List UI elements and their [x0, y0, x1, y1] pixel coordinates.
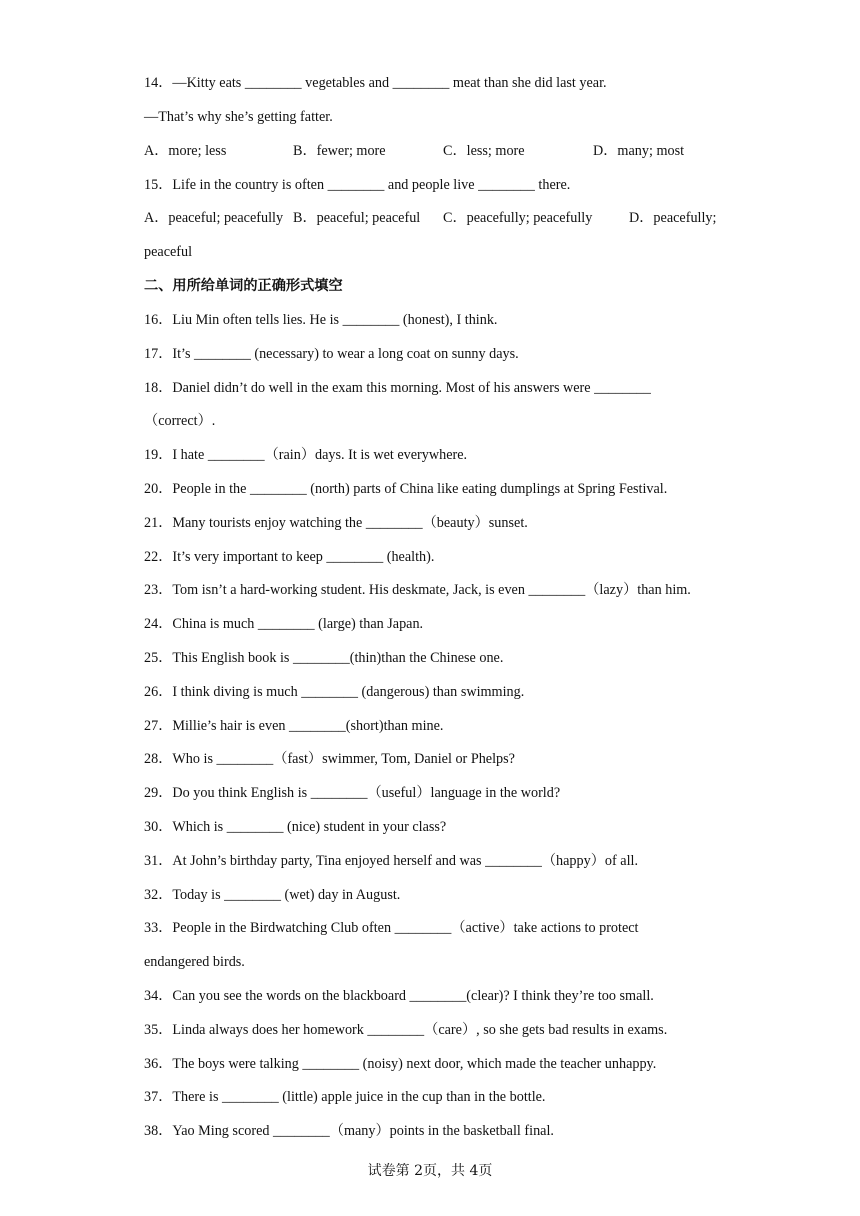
- question-line: 20．People in the ________ (north) parts of China like eating dumplings at Spring Festival.: [144, 481, 668, 497]
- question-line: 31．At John’s birthday party, Tina enjoyed herself and was ________（happy）of all.: [144, 853, 638, 869]
- question-line: 37．There is ________ (little) apple juice in the cup than in the bottle.: [144, 1089, 546, 1105]
- option-d: D．peacefully;: [629, 210, 717, 226]
- option-d: D．many; most: [593, 143, 685, 159]
- question-line: 19．I hate ________（rain）days. It is wet everywhere.: [144, 447, 468, 463]
- question-line: endangered birds.: [144, 954, 245, 970]
- question-line: 33．People in the Birdwatching Club often ________（active）take actions to protect: [144, 920, 639, 936]
- question-14-reply: —That’s why she’s getting fatter.: [144, 109, 333, 125]
- question-15-stem: 15．Life in the country is often ________ and people live ________ there.: [144, 177, 571, 193]
- option-b: B．fewer; more: [293, 143, 386, 159]
- question-line: 16．Liu Min often tells lies. He is ________ (honest), I think.: [144, 312, 498, 328]
- question-line: 18．Daniel didn’t do well in the exam this morning. Most of his answers were ________: [144, 380, 651, 396]
- question-line: 25．This English book is ________(thin)than the Chinese one.: [144, 650, 504, 666]
- question-line: 36．The boys were talking ________ (noisy) next door, which made the teacher unhappy.: [144, 1056, 657, 1072]
- question-line: 35．Linda always does her homework ________（care）, so she gets bad results in exams.: [144, 1022, 668, 1038]
- question-line: 23．Tom isn’t a hard-working student. His deskmate, Jack, is even ________（lazy）than him.: [144, 582, 691, 598]
- question-14-stem: 14．—Kitty eats ________ vegetables and ________ meat than she did last year.: [144, 75, 607, 91]
- question-line: 22．It’s very important to keep ________ (health).: [144, 549, 435, 565]
- question-line: （correct）.: [144, 413, 216, 429]
- question-15-option-d-wrap: peaceful: [144, 244, 193, 260]
- question-15-options: [144, 208, 724, 228]
- question-line: 38．Yao Ming scored ________（many）points in the basketball final.: [144, 1123, 554, 1139]
- question-line: 32．Today is ________ (wet) day in August.: [144, 887, 401, 903]
- option-b: B．peaceful; peaceful: [293, 210, 421, 226]
- question-line: 21．Many tourists enjoy watching the ________（beauty）sunset.: [144, 515, 528, 531]
- question-line: 29．Do you think English is ________（useful）language in the world?: [144, 785, 561, 801]
- question-line: 24．China is much ________ (large) than Japan.: [144, 616, 424, 632]
- question-line: 17．It’s ________ (necessary) to wear a long coat on sunny days.: [144, 346, 519, 362]
- option-c: C．peacefully; peacefully: [443, 210, 593, 226]
- option-c: C．less; more: [443, 143, 525, 159]
- option-a: A．more; less: [144, 143, 227, 159]
- question-line: 26．I think diving is much ________ (dangerous) than swimming.: [144, 684, 525, 700]
- question-line: 30．Which is ________ (nice) student in your class?: [144, 819, 447, 835]
- section-heading: 二、用所给单词的正确形式填空: [144, 278, 343, 294]
- question-line: 34．Can you see the words on the blackboard ________(clear)? I think they’re too small.: [144, 988, 654, 1004]
- question-line: 27．Millie’s hair is even ________(short)than mine.: [144, 718, 444, 734]
- question-14-options: [144, 141, 724, 161]
- question-line: 28．Who is ________（fast）swimmer, Tom, Daniel or Phelps?: [144, 751, 515, 767]
- page-footer: 试卷第 2页，共 4页: [367, 1163, 493, 1179]
- option-a: A．peaceful; peacefully: [144, 210, 284, 226]
